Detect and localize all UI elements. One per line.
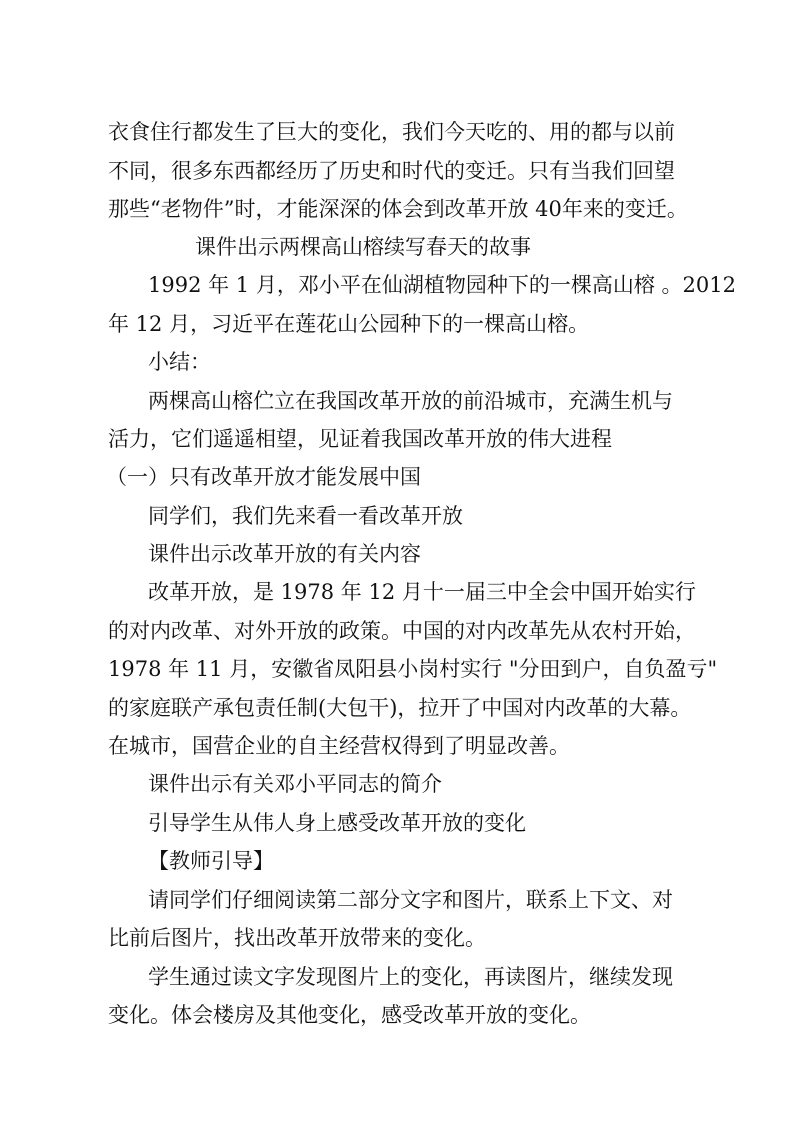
section-heading: （一）只有改革开放才能发展中国: [106, 465, 421, 489]
paragraph-line-6: 年 12 月，习近平在莲花山公园种下的一棵高山榕。: [108, 312, 590, 336]
summary-heading: 小结：: [148, 350, 211, 374]
paragraph-line-24: 变化。体会楼房及其他变化，感受改革开放的变化。: [108, 1003, 591, 1027]
paragraph-line-18: 课件出示有关邓小平同志的简介: [148, 772, 442, 796]
paragraph-line-3: 那些“老物件”时，才能深深的体会到改革开放 40年来的变迁。: [108, 197, 688, 221]
paragraph-line-2: 不同，很多东西都经历了历史和时代的变迁。只有当我们回望: [108, 159, 675, 183]
paragraph-line-14: 的对内改革、对外开放的政策。中国的对内改革先从农村开始，: [108, 619, 696, 643]
paragraph-line-9: 活力，它们遥遥相望，见证着我国改革开放的伟大进程: [108, 427, 612, 451]
paragraph-line-19: 引导学生从伟人身上感受改革开放的变化: [148, 811, 526, 835]
paragraph-line-13: 改革开放，是 1978 年 12 月十一届三中全会中国开始实行: [148, 580, 696, 604]
paragraph-line-21: 请同学们仔细阅读第二部分文字和图片，联系上下文、对: [148, 888, 673, 912]
paragraph-line-5: 1992 年 1 月，邓小平在仙湖植物园种下的一棵高山榕 。2012: [148, 273, 736, 297]
courseware-title: 课件出示两棵高山榕续写春天的故事: [195, 235, 531, 259]
paragraph-line-16: 的家庭联产承包责任制(大包干)，拉开了中国对内改革的大幕。: [108, 696, 692, 720]
paragraph-line-11: 同学们，我们先来看一看改革开放: [148, 504, 463, 528]
paragraph-line-15: 1978 年 11 月，安徽省凤阳县小岗村实行 "分田到户，自负盈亏": [108, 657, 718, 681]
paragraph-line-12: 课件出示改革开放的有关内容: [148, 542, 421, 566]
paragraph-line-1: 衣食住行都发生了巨大的变化，我们今天吃的、用的都与以前: [108, 120, 675, 144]
paragraph-line-22: 比前后图片，找出改革开放带来的变化。: [108, 926, 486, 950]
teacher-guidance-heading: 【教师引导】: [148, 849, 274, 873]
paragraph-line-17: 在城市，国营企业的自主经营权得到了明显改善。: [108, 734, 570, 758]
paragraph-line-8: 两棵高山榕伫立在我国改革开放的前沿城市，充满生机与: [148, 389, 673, 413]
paragraph-line-23: 学生通过读文字发现图片上的变化，再读图片，继续发现: [148, 965, 673, 989]
